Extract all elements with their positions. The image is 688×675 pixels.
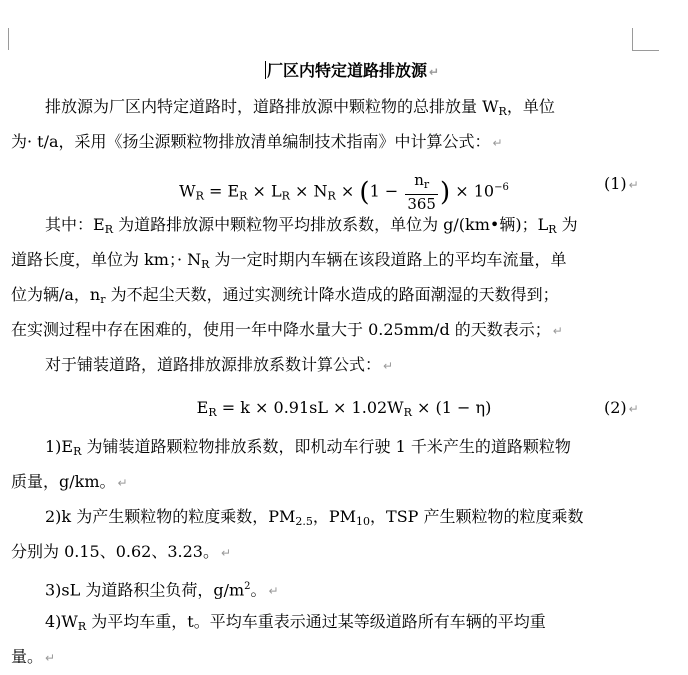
paragraph-line[interactable]: 位为辆/a，$n_r$ 为不起尘天数，通过实测统计降水造成的路面潮湿的天数得到； (11, 285, 559, 306)
paragraph-mark: ↵ (268, 584, 279, 599)
paragraph-mark: ↵ (492, 136, 503, 150)
paragraph-mark: ↵ (117, 476, 128, 490)
paragraph-line[interactable]: 道路长度，单位为 km；· $N_R$ 为一定时期内车辆在该段道路上的平均车流量，单 (11, 250, 567, 271)
paragraph-line[interactable]: 为· t/a，采用《扬尘源颗粒物排放清单编制技术指南》中计算公式： ↵ (11, 132, 503, 151)
paragraph-line[interactable]: 对于铺装道路，道路排放源排放系数计算公式： ↵ (45, 355, 394, 374)
paragraph-line[interactable]: 其中：$E_R$ 为道路排放源中颗粒物平均排放系数，单位为 g/(km•辆)；$L_R$ 为 (45, 215, 578, 236)
paragraph-mark: ↵ (428, 65, 440, 79)
margin-corner-mark-left (8, 28, 9, 50)
paragraph-line[interactable]: 排放源为厂区内特定道路时，道路排放源中颗粒物的总排放量 $W_R$，单位 (45, 97, 555, 118)
formula-2[interactable]: $E_R = k \times 0.91sL \times 1.02W_R \times (1 - \eta)$ (196, 398, 492, 419)
section-title[interactable]: 厂区内特定道路排放源 ↵ (266, 61, 440, 80)
paragraph-line[interactable]: 在实测过程中存在困难的，使用一年中降水量大于 0.25mm/d 的天数表示； ↵ (11, 320, 563, 339)
list-item-line[interactable]: 分别为 0.15、0.62、3.23。 ↵ (11, 542, 232, 561)
list-item-line[interactable]: 3)sL 为道路积尘负荷，$g/m^2$。 ↵ (45, 580, 279, 600)
margin-corner-mark-right (632, 28, 659, 51)
paragraph-mark: ↵ (220, 546, 232, 560)
list-item-line[interactable]: 质量，g/km。 ↵ (11, 472, 128, 491)
list-item-line[interactable]: $1)E_R$ 为铺装道路颗粒物排放系数，即机动车行驶 1 千米产生的道路颗粒物 (45, 437, 571, 458)
equation-number-1: (1) ↵ (604, 174, 639, 193)
list-item-line[interactable]: 量。 ↵ (11, 647, 56, 666)
fraction: $\frac{n_r}{365}$ (407, 171, 436, 213)
equation-number-2: (2) ↵ (604, 398, 639, 417)
paragraph-mark: ↵ (383, 359, 394, 373)
paragraph-mark: ↵ (45, 651, 56, 665)
formula-1[interactable]: $W_R = E_R \times L_R \times N_R \times (1$ − $\frac{n_r}{365}$ ) × $10^{-6}$ (179, 171, 509, 213)
paragraph-mark: ↵ (552, 324, 563, 338)
list-item-line[interactable]: 2)k 为产生颗粒物的粒度乘数，$PM_{2.5}$，$PM_{10}$，TSP 产生颗粒物的粒度乘数 (45, 507, 584, 528)
list-item-line[interactable]: $4)W_R$ 为平均车重，t。平均车重表示通过某等级道路所有车辆的平均重 (45, 612, 546, 633)
text-cursor (265, 61, 266, 79)
